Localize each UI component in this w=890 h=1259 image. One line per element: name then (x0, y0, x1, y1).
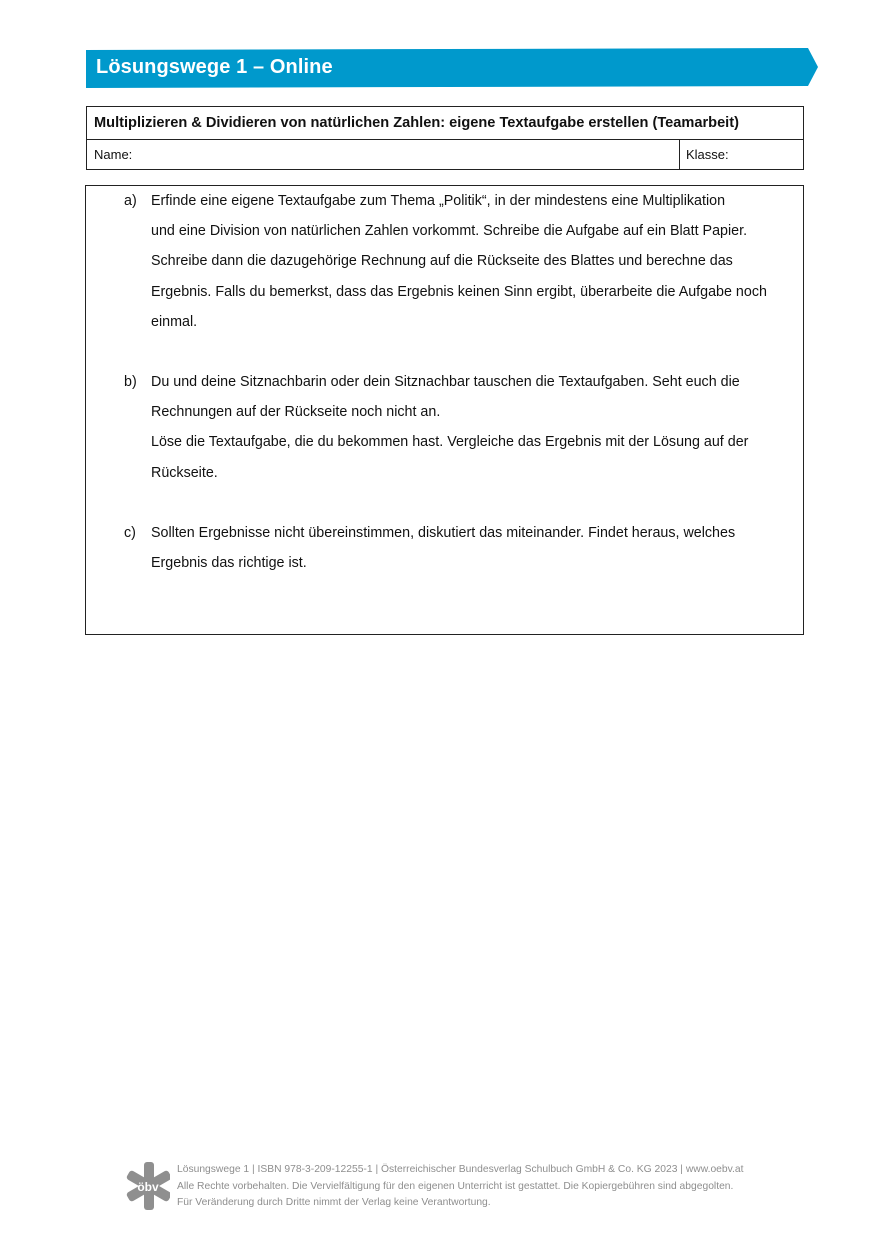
task-label: b) (124, 374, 137, 390)
footer (126, 1162, 786, 1214)
task-line: einmal. (151, 313, 198, 330)
task-text (151, 518, 801, 578)
class-label: Klasse: (686, 147, 729, 162)
task-line: Du und deine Sitznachbarin oder dein Sitznachbar tauschen die Textaufgaben. Seht euch die (151, 374, 740, 390)
class-field[interactable] (680, 140, 803, 169)
footer-line: Lösungswege 1 | ISBN 978-3-209-12255-1 | Österreichischer Bundesverlag Schulbuch GmbH & Co. KG 2023 | www.oebv.at (177, 1164, 744, 1175)
logo-text: öbv (137, 1180, 159, 1194)
task-line: Rückseite. (151, 464, 218, 481)
task-box (85, 185, 804, 635)
worksheet-title: Multiplizieren & Dividieren von natürlichen Zahlen: eigene Textaufgabe erstellen (Teamarbeit) (87, 107, 803, 140)
task-line: Sollten Ergebnisse nicht übereinstimmen, diskutiert das miteinander. Findet heraus, welches (151, 525, 736, 541)
footer-line: Alle Rechte vorbehalten. Die Vervielfältigung für den eigenen Unterricht ist gestattet. Die Kopiergebühren sind abgegolten. (177, 1180, 734, 1192)
name-label: Name: (94, 147, 133, 162)
footer-text (177, 1162, 743, 1212)
title-banner (86, 48, 818, 88)
task-line: Erfinde eine eigene Textaufgabe zum Thema „Politik“, in der mindestens eine Multiplikation (151, 193, 726, 209)
task-text (151, 186, 801, 337)
oebv-logo-icon (126, 1162, 170, 1210)
task-line: Löse die Textaufgabe, die du bekommen hast. Vergleiche das Ergebnis mit der Lösung auf der (151, 434, 749, 451)
task-line: Ergebnis das richtige ist. (151, 555, 307, 572)
worksheet-header (86, 106, 804, 170)
banner-title: Lösungswege 1 – Online (96, 56, 333, 78)
task-label: c) (124, 525, 136, 541)
task-line: und eine Division von natürlichen Zahlen vorkommt. Schreibe die Aufgabe auf ein Blatt Papier. (151, 223, 748, 240)
task-text (151, 367, 801, 488)
task-label: a) (124, 193, 137, 209)
task-line: Schreibe dann die dazugehörige Rechnung auf die Rückseite des Blattes und berechne das (151, 253, 733, 270)
task-line: Rechnungen auf der Rückseite noch nicht an. (151, 404, 441, 421)
task-line: Ergebnis. Falls du bemerkst, dass das Ergebnis keinen Sinn ergibt, überarbeite die Aufgabe noch (151, 283, 767, 300)
footer-line: Für Veränderung durch Dritte nimmt der Verlag keine Verantwortung. (177, 1197, 491, 1208)
student-info-row (87, 140, 803, 169)
name-field[interactable] (87, 140, 680, 169)
